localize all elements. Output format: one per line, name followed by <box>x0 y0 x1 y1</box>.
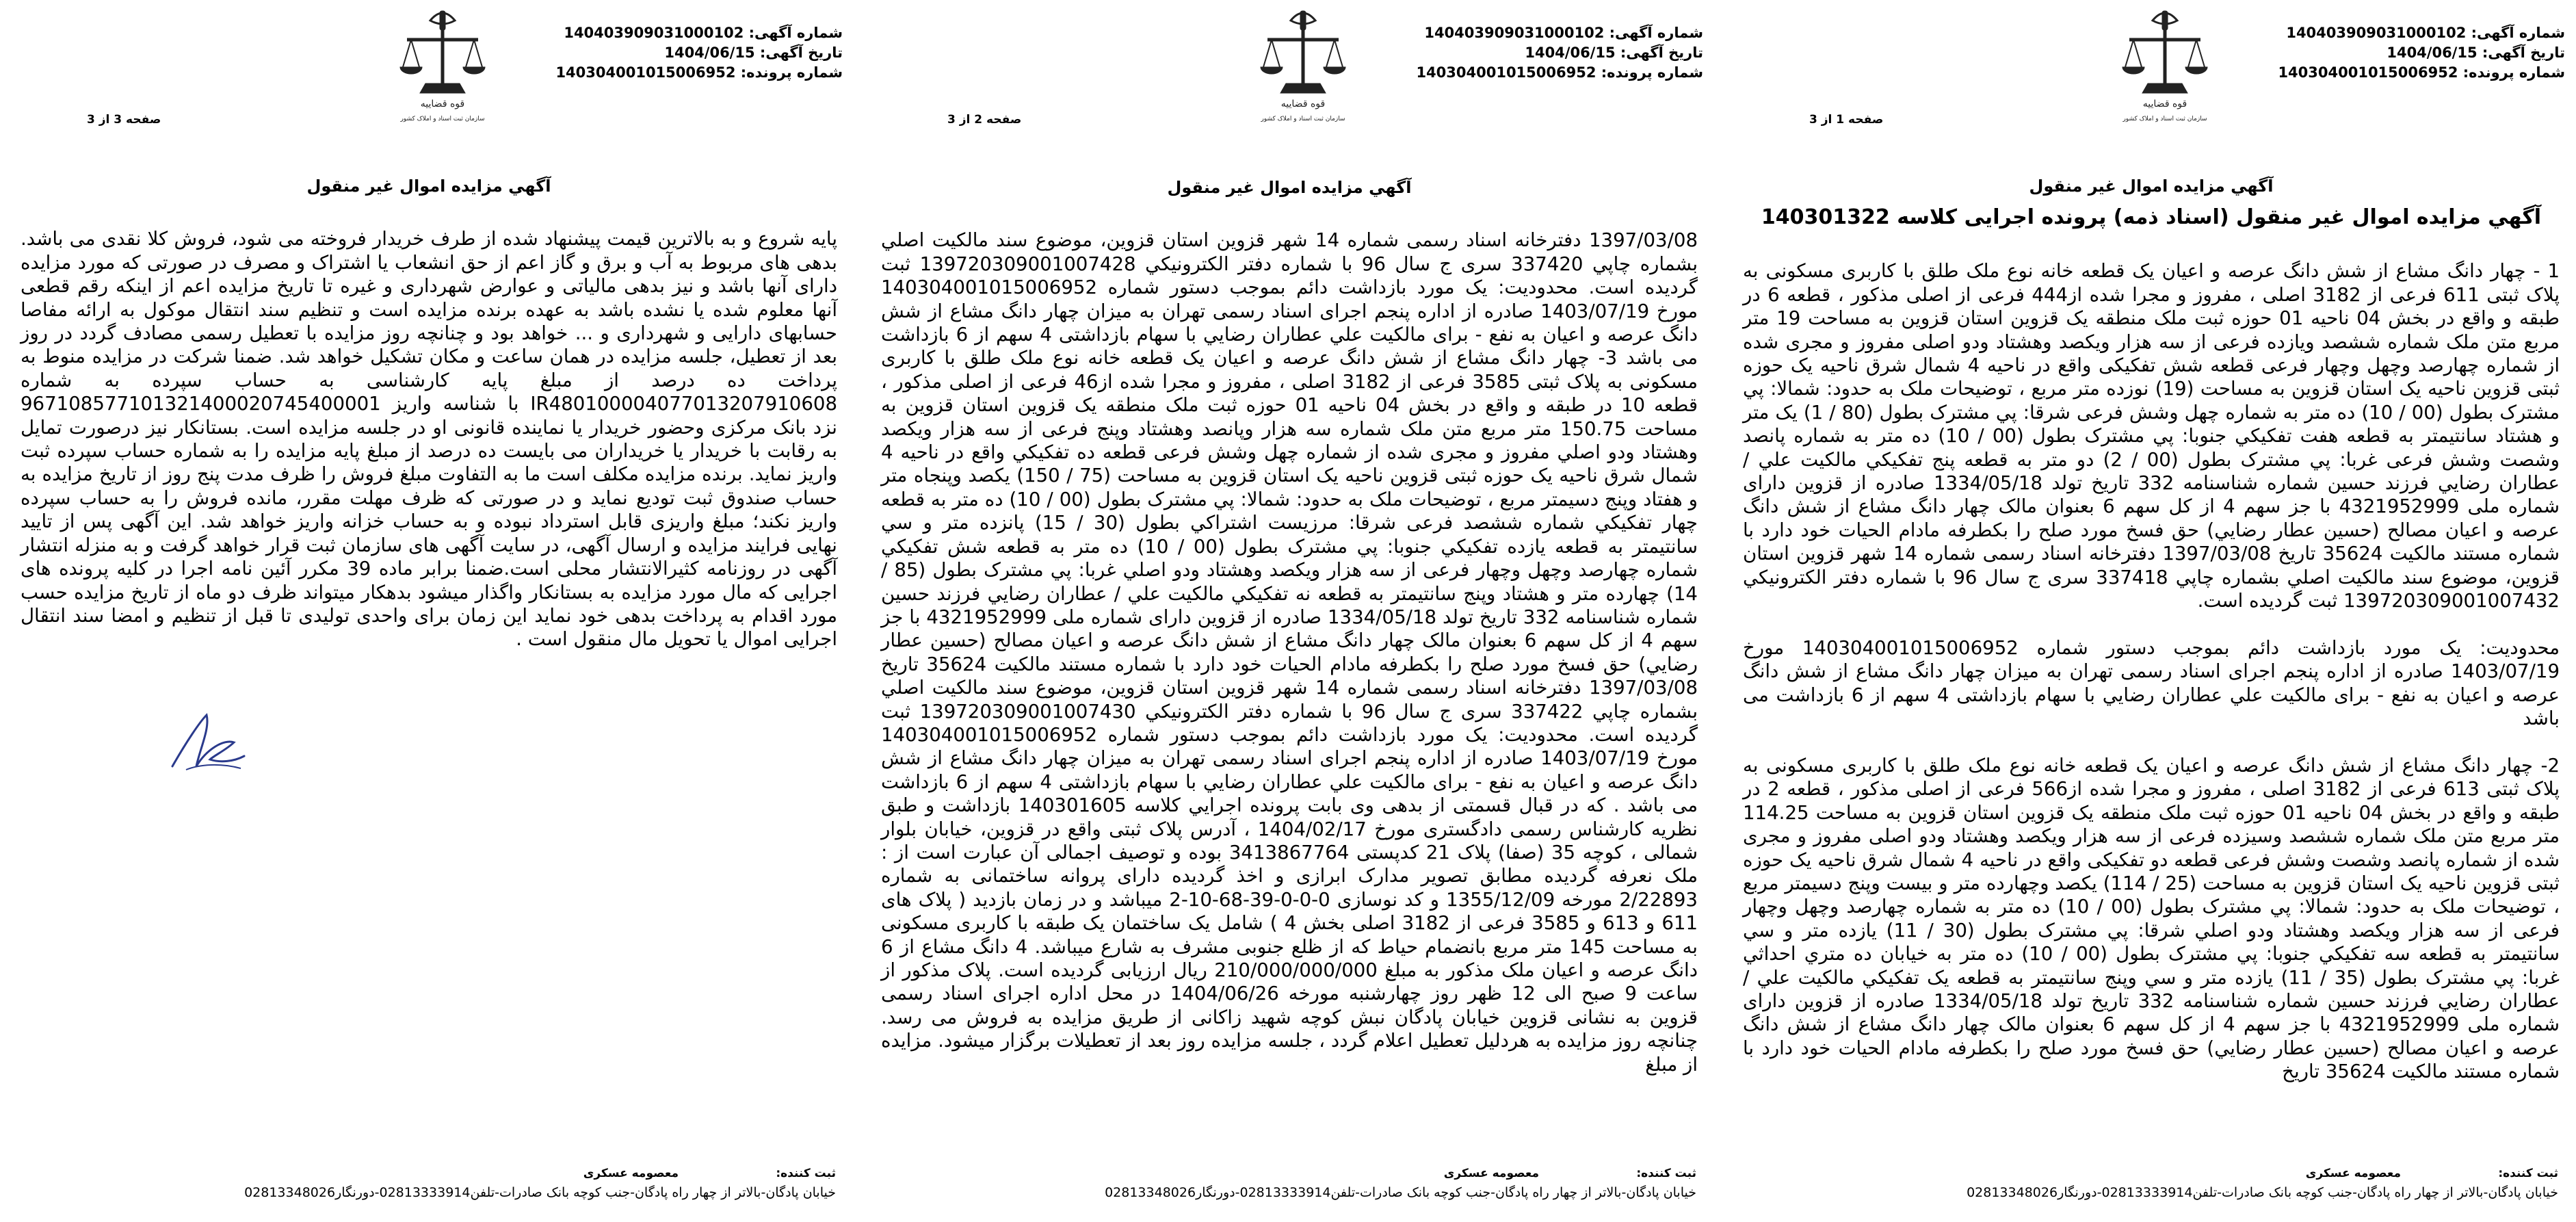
page-1 <box>1737 0 2565 1222</box>
ad-date-label: تاریخ آگهی: <box>2482 44 2565 61</box>
file-number-label: شماره پرونده: <box>2462 64 2565 81</box>
signer-name: معصومه عسكری <box>2305 1167 2401 1180</box>
ad-meta <box>2278 23 2565 83</box>
notice-title: آگهي مزايده اموال غير منقول <box>1167 178 1412 197</box>
paragraph: 1397/03/08 دفترخانه اسناد رسمی شماره 14 شهر قزوين استان قزوين، موضوع سند مالكيت اصلي بشماره چاپي 337420 سری ج سال 96 با شماره دفتر الكترونيكي 139720309001007428 ثبت گرديده است. محدوديت: يک مورد بازداشت دائم بموجب دستور شماره 140304001015006952 مورخ 1403/07/19 صادره از اداره پنجم اجرای اسناد رسمی تهران به ميزان چهار دانگ مشاع از شش دانگ عرصه و اعيان به نفع - برای مالكيت علي عطاران رضايي با سهام بازداشتی 4 سهم از 6 بازداشت می باشد 3- چهار دانگ مشاع از شش دانگ عرصه و اعيان يک قطعه خانه نوع ملک طلق با كاربری مسكونی به پلاک ثبتی 3585 فرعی از 3182 اصلی ، مفروز و مجرا شده از46 فرعی از اصلی مذكور ، قطعه 10 در طبقه و واقع در بخش 04 ناحيه 01 حوزه ثبت ملک منطقه يک قزوين استان قزوين به مساحت 150.75 متر مربع متن ملک شماره سه هزار وپانصد وهشتاد وپنج فرعی از سه هزار ويكصد وهشتاد ودو اصلي مفروز و مجری شده از شماره چهل وشش فرعی قطعه ده تفكيكي واقع در ناحيه 4 شمال شرق ناحيه يک حوزه ثبتی قزوين ناحيه يک استان قزوين به مساحت (75 / 150) يكصد وپنجاه متر و هفتاد وپنج دسيمتر مربع ، توضيحات ملک به حدود: شمالا: پي مشترک بطول (00 / 10) ده متر به قطعه چهار تفكيكي شماره ششصد فرعی شرقا: مرزيست اشتراكي بطول (30 / 15) پانزده متر و سي سانتيمتر به قطعه يازده تفكيكي جنوبا: پي مشترک بطول (00 / 10) ده متر به قطعه شش تفكيكي شماره چهارصد وچهل وچهار فرعی از سه هزار ويكصد وهشتاد ودو اصلي غربا: پي مشترک بطول (85 / 14) چهارده متر و هشتاد وپنج سانتيمتر به قطعه نه تفكيكي مالكيت علي / عطاران رضايي فرزند حسين شماره شناسنامه 332 تاريخ تولد 1334/05/18 صادره از قزوين دارای شماره ملی 4321952999 با جز سهم 4 از کل سهم 6 بعنوان مالک چهار دانگ مشاع از شش دانگ عرصه و اعيان مصالح (حسين عطار رضايي) حق فسخ مورد صلح را بكطرفه مادام الحيات خود دارد با شماره مستند مالكيت 35624 تاريخ 1397/03/08 دفترخانه اسناد رسمی شماره 14 شهر قزوين استان قزوين، موضوع سند مالكيت اصلي بشماره چاپي 337422 سری ج سال 96 با شماره دفتر الكترونيكي 139720309001007430 ثبت گرديده است. محدوديت: يک مورد بازداشت دائم بموجب دستور شماره 140304001015006952 مورخ 1403/07/19 صادره از اداره پنجم اجرای اسناد رسمی تهران به ميزان چهار دانگ مشاع از شش دانگ عرصه و اعيان به نفع - برای مالكيت علي عطاران رضايي با سهام بازداشتی 4 سهم از 6 بازداشت می باشد . كه در قبال قسمتی از بدهی وی بابت پرونده اجرايي كلاسه 140301605 بازداشت و طبق نظريه كارشناس رسمی دادگستری مورخ 1404/02/17 ، آدرس پلاک ثبتی واقع در قزوين، خيابان بلوار شمالی ، كوچه 35 (صفا) پلاک 21 كدپستی 3413867764 بوده و توصيف اجمالی آن عبارت است از : ملک نعرفه گرديده مطابق تصوير مدارک ابرازی و اخذ گرديده دارای پروانه ساختمانی به شماره 2/22893 مورخه 1355/12/09 و كد نوسازی 0-0-0-39-68-10-2 ميباشد و در زمان بازديد ( پلاک های 611 و 613 و 3585 فرعی از 3182 اصلی بخش 4 ) شامل يک ساختمان يک طبقه با كاربری مسكونی به مساحت 145 متر مربع بانضمام حياط كه از ظلع جنوبی مشرف به شارع ميباشد. 4 دانگ مشاع از 6 دانگ عرصه و اعيان ملک مذكور به مبلغ 210/000/000/000 ريال ارزيابی گرديده است. پلاک مذكور از ساعت 9 صبح الی 12 ظهر روز چهارشنبه مورخه 1404/06/26 در محل اداره اجرای اسناد رسمی قزوين به نشانی قزوين خيابان پادگان نبش كوچه شهيد زاكانی از طريق مزايده به فروش می رسد. چنانچه روز مزايده به هردليل تعطيل اعلام گردد ، جلسه مزايده روز بعد از تعطيلات برگزار ميشود. مزايده از مبلغ <box>881 229 1698 1076</box>
ad-number-label: شماره آگهی: <box>1609 25 1703 41</box>
page-number: صفحه 2 از 3 <box>947 113 1022 127</box>
signer-label: ثبت كننده: <box>1636 1167 1696 1180</box>
file-number: 140304001015006952 <box>555 64 736 81</box>
page-body <box>881 205 1698 1100</box>
ad-date: 1404/06/15 <box>1525 44 1616 61</box>
notice-title: آگهي مزايده اموال غير منقول <box>2029 177 2274 196</box>
ad-date-label: تاریخ آگهی: <box>759 44 843 61</box>
signer-label: ثبت كننده: <box>2498 1167 2558 1180</box>
judiciary-emblem-icon <box>2117 7 2213 127</box>
paragraph: 2- چهار دانگ مشاع از شش دانگ عرصه و اعيان يک قطعه خانه نوع ملک طلق با كاربری مسكونی به پلاک ثبتی 613 فرعی از 3182 اصلی ، مفروز و مجرا شده از566 فرعی از اصلی مذكور ، قطعه 2 در طبقه و واقع در بخش 04 ناحيه 01 حوزه ثبت ملک منطقه يک قزوين استان قزوين به مساحت 114.25 متر مربع متن ملک شماره ششصد وسيزده فرعی از سه هزار ويكصد وهشتاد ودو اصلی مفروز و مجری شده از شماره پانصد وشصت وشش فرعی قطعه دو تفكيكی واقع در ناحيه 4 شمال شرق ناحيه يک حوزه ثبتی قزوين ناحيه يک استان قزوين به مساحت (25 / 114) يكصد وچهارده متر و بيست وپنج دسيمتر مربع ، توضيحات ملک به حدود: شمالا: پي مشترک بطول (00 / 10) ده متر به شماره چهارصد وچهل وچهار فرعی از سه هزار ويكصد وهشتاد ودو اصلي شرقا: پي مشترک بطول (30 / 11) يازده متر و سي سانتيمتر به قطعه سه تفكيكي جنوبا: پي مشترک بطول (00 / 10) ده متر به خيابان ده متري احداثي غربا: پي مشترک بطول (35 / 11) يازده متر و سي وپنج سانتيمتر به قطعه يک تفكيكي مالكيت علي / عطاران رضايي فرزند حسين شماره شناسنامه 332 تاريخ تولد 1334/05/18 صادره از قزوين دارای شماره ملی 4321952999 با جز سهم 4 از کل سهم 6 بعنوان مالک چهار دانگ مشاع از شش دانگ عرصه و اعيان مصالح (حسين عطار رضايي) حق فسخ مورد صلح را بكطرفه مادام الحيات خود دارد با شماره مستند مالكيت 35624 تاريخ <box>1743 753 2560 1083</box>
emblem-org-text: سازمان ثبت اسناد و املاک کشور <box>1261 116 1345 122</box>
ad-meta <box>1416 23 1703 83</box>
emblem-judiciary-text: قوه قضاییه <box>2142 99 2187 109</box>
ad-number: 140403909031000102 <box>1424 25 1605 41</box>
file-number: 140304001015006952 <box>2278 64 2458 81</box>
notice-subtitle: آگهي مزايده اموال غير منقول (اسناد ذمه) پرونده اجرايی كلاسه 140301322 <box>1761 205 2542 229</box>
footer-address: خيابان پادگان-بالاتر از چهار راه پادگان-جنب كوچه بانک صادرات-تلفن02813333914-دورنگار02813348026 <box>1967 1185 2558 1200</box>
file-number-label: شماره پرونده: <box>1601 64 1703 81</box>
signer-name: معصومه عسكری <box>1443 1167 1539 1180</box>
emblem-judiciary-text: قوه قضاییه <box>1280 99 1326 109</box>
file-number-label: شماره پرونده: <box>740 64 843 81</box>
ad-number-label: شماره آگهی: <box>2471 25 2565 41</box>
ad-meta <box>555 23 843 83</box>
page-2 <box>876 0 1703 1222</box>
emblem-org-text: سازمان ثبت اسناد و املاک کشور <box>400 116 485 122</box>
ad-number-label: شماره آگهی: <box>748 25 843 41</box>
paragraph: 1 - چهار دانگ مشاع از شش دانگ عرصه و اعيان يک قطعه خانه نوع ملک طلق با كاربری مسكونی به پلاک ثبتی 611 فرعی از 3182 اصلی ، مفروز و مجرا شده از444 فرعی از اصلی مذكور ، قطعه 6 در طبقه و واقع در بخش 04 ناحيه 01 حوزه ثبت ملک منطقه يک قزوين استان قزوين به مساحت 19 متر مربع متن ملک شماره ششصد ويازده فرعی از سه هزار ويكصد وهشتاد ودو اصلی مفروز و مجری شده از شماره چهارصد وچهل وچهار فرعی قطعه شش تفكيكی واقع در ناحيه 4 شمال شرق ناحيه يک حوزه ثبتی قزوين ناحيه يک استان قزوين به مساحت (19) نوزده متر مربع ، توضيحات ملک به حدود: شمالا: پي مشترک بطول (00 / 10) ده متر به شماره چهل وشش فرعی شرقا: پي مشترک بطول (80 / 1) يک متر و هشتاد سانتيمتر به قطعه هفت تفكيكي جنوبا: پي مشترک بطول (00 / 10) ده متر به شماره پانصد وشصت وشش فرعی غربا: پي مشترک بطول (00 / 2) دو متر به قطعه پنج تفكيكي مالكيت علي / عطاران رضايي فرزند حسين شماره شناسنامه 332 تاريخ تولد 1334/05/18 صادره از قزوين دارای شماره ملی 4321952999 با جز سهم 4 از کل سهم 6 بعنوان مالک چهار دانگ مشاع از شش دانگ عرصه و اعيان مصالح (حسين عطار رضايي) حق فسخ مورد صلح را بكطرفه مادام الحيات خود دارد با شماره مستند مالكيت 35624 تاريخ 1397/03/08 دفترخانه اسناد رسمی شماره 14 شهر قزوين استان قزوين، موضوع سند مالكيت اصلي بشماره چاپي 337418 سری ج سال 96 با شماره دفتر الكترونيكي 139720309001007432 ثبت گرديده است. <box>1743 259 2560 612</box>
judiciary-emblem-icon <box>1255 7 1351 127</box>
ad-number: 140403909031000102 <box>2286 25 2467 41</box>
ad-date: 1404/06/15 <box>664 44 755 61</box>
notice-title: آگهي مزايده اموال غير منقول <box>306 177 551 196</box>
footer-address: خيابان پادگان-بالاتر از چهار راه پادگان-جنب كوچه بانک صادرات-تلفن02813333914-دورنگار02813348026 <box>1105 1185 1696 1200</box>
signer-label: ثبت كننده: <box>776 1167 836 1180</box>
paragraph: محدوديت: يک مورد بازداشت دائم بموجب دستور شماره 140304001015006952 مورخ 1403/07/19 صادره از اداره پنجم اجرای اسناد رسمی تهران به ميزان چهار دانگ مشاع از شش دانگ عرصه و اعيان به نفع - برای مالكيت علي عطاران رضايي با سهام بازداشتی 4 سهم از 6 بازداشت می باشد <box>1743 636 2560 730</box>
page-3 <box>15 0 843 1222</box>
ad-date: 1404/06/15 <box>2387 44 2478 61</box>
ad-date-label: تاریخ آگهی: <box>1620 44 1703 61</box>
judiciary-emblem-icon <box>395 7 490 127</box>
page-body <box>21 204 837 675</box>
emblem-org-text: سازمان ثبت اسناد و املاک کشور <box>2122 116 2207 122</box>
page-number: صفحه 1 از 3 <box>1809 113 1884 127</box>
ad-number: 140403909031000102 <box>564 25 744 41</box>
footer-address: خيابان پادگان-بالاتر از چهار راه پادگان-جنب كوچه بانک صادرات-تلفن02813333914-دورنگار02813348026 <box>244 1185 836 1200</box>
signer-name: معصومه عسكری <box>583 1167 679 1180</box>
page-body <box>1743 236 2560 1107</box>
emblem-judiciary-text: قوه قضاییه <box>420 99 465 109</box>
paragraph: پايه شروع و به بالاترين قيمت پيشنهاد شده از طرف خريدار فروخته می شود، فروش كلا نقدی می باشد. بدهی های مربوط به آب و برق و گاز اعم از حق انشعاب يا اشتراک و مصرف در صورتی كه مورد مزايده دارای آنها باشد و نيز بدهی مالياتی و عوارض شهرداری و غيره تا تاريخ مزايده اعم از اينكه رقم قطعی آنها معلوم شده يا نشده باشد به عهده برنده مزايده است و تنظيم سند انتقال موكول به ارائه مفاصا حسابهای دارايی و شهرداری و ... خواهد بود و چنانچه روز مزايده با تعطيل رسمی مصادف گردد در روز بعد از تعطيل، جلسه مزايده در همان ساعت و مكان تشكيل خواهد شد. ضمنا شركت در مزايده منوط به پرداخت ده درصد از مبلغ پايه كارشناسی به حساب سپرده به شماره IR480100004077013207910608 با شناسه واريز 967108577101321400020745400001 نزد بانک مركزی وحضور خريدار يا نماينده قانونی او در جلسه مزايده است. بستانكار نيز درصورت تمايل به رقابت با خريدار يا خريداران می بايست ده درصد از مبلغ پايه مزايده را به شماره حساب سپرده ثبت واريز نمايد. برنده مزايده مكلف است ما به التفاوت مبلغ فروش را ظرف مدت پنج روز از تاريخ مزايده به حساب صندوق ثبت توديع نمايد و در صورتی كه ظرف مهلت مقرر، مانده فروش را به حساب سپرده واريز نكند؛ مبلغ واريزی قابل استرداد نبوده و به حساب خزانه واريز خواهد شد. اين آگهی پس از تاييد نهايی فرايند مزايده و ارسال آگهی، در سايت آگهی های سازمان ثبت قرار خواهد گرفت و به منزله انتشار آگهی در روزنامه كثيرالانتشار محلی است.ضمنا برابر ماده 39 مكرر آئين نامه اجرا در كليه پرونده های اجرايی كه مال مورد مزايده به بستانكار واگذار ميشود بدهكار ميتواند ظرف دو ماه از تاريخ مزايده حسب مورد اقدام به پرداخت بدهی خود نمايد اين زمان برای واحدی توليدی تا قبل از تنظيم و امضا سند انتقال اجرايی اموال يا تحويل مال منقول است . <box>21 227 838 651</box>
page-number: صفحه 3 از 3 <box>87 113 161 127</box>
file-number: 140304001015006952 <box>1416 64 1596 81</box>
handwritten-signature-icon <box>159 701 254 783</box>
